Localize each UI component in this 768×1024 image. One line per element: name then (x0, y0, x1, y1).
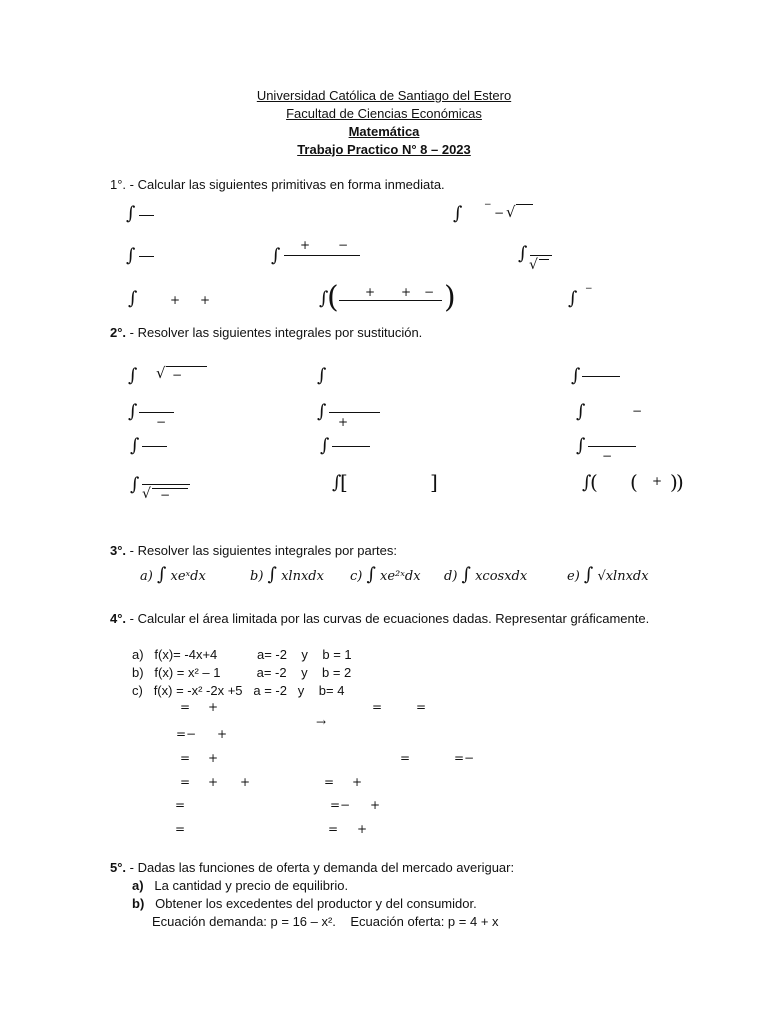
parts-item-b: b) ∫ xlnxdx (250, 564, 324, 585)
plus-sign: + (300, 238, 311, 252)
integral-sign: ∫ (571, 365, 581, 386)
integral-sign: ∫ (582, 472, 592, 493)
plus-sign: + (170, 293, 181, 307)
exercise-4-text: - Calcular el área limitada por las curvas de ecuaciones dadas. Representar gráficamente. (126, 611, 650, 626)
exercise-5-number: 5°. (110, 860, 127, 875)
plus-sign: + (208, 775, 219, 789)
integral-sign: ∫ (130, 474, 140, 495)
fraction-bar (284, 255, 360, 256)
integral-sign: ∫ (267, 564, 277, 585)
equals-minus-sign: =− (330, 798, 351, 812)
exercise-2-heading (110, 325, 422, 340)
exercise-1-number: 1°. (110, 177, 127, 192)
minus-sign: − (585, 284, 593, 294)
exercise-1-heading (110, 177, 445, 192)
right-paren: ) (670, 470, 678, 494)
fraction-bar (142, 484, 190, 485)
integral-sign: ∫ (126, 203, 136, 224)
right-paren: ) (676, 470, 684, 494)
plus-sign: + (652, 474, 663, 488)
university-name: Universidad Católica de Santiago del Estero (256, 88, 512, 103)
arrow-icon: → (316, 715, 327, 729)
sqrt-sign: √ (506, 203, 516, 221)
integral-sign: ∫ (128, 288, 138, 309)
minus-sign: − (338, 238, 349, 252)
left-bracket: [ (340, 470, 348, 494)
integral-sign: ∫ (366, 564, 376, 585)
faculty-name: Facultad de Ciencias Económicas (286, 106, 482, 121)
supply-demand-equations: Ecuación demanda: p = 16 – x². Ecuación oferta: p = 4 + x (152, 914, 499, 929)
exercise-2-text: - Resolver las siguientes integrales por sustitución. (126, 325, 423, 340)
plus-sign: + (401, 285, 412, 299)
fraction-bar (530, 255, 552, 256)
parts-item-e: e) ∫ √xlnxdx (567, 564, 649, 585)
assignment-title: Trabajo Practico N° 8 – 2023 (297, 142, 471, 157)
minus-sign: − (160, 488, 171, 502)
plus-sign: + (217, 727, 228, 741)
equals-sign: = (175, 798, 186, 812)
minus-sign: − (602, 449, 613, 463)
left-paren: ( (590, 470, 598, 494)
fraction-bar (588, 446, 636, 447)
minus-sign: − (172, 368, 183, 382)
integral-sign: ∫ (156, 564, 167, 585)
equals-sign: = (180, 700, 191, 714)
exercise-3-number: 3°. (110, 543, 127, 558)
fraction-bar (139, 256, 154, 257)
area-item-c: c) f(x) = -x² -2x +5 a = -2 y b= 4 (132, 683, 345, 698)
integral-sign: ∫ (518, 243, 528, 264)
parts-item-a: a) ∫ xeˣdx (140, 564, 206, 585)
area-item-b: b) f(x) = x² – 1 a= -2 y b = 2 (132, 665, 352, 680)
fraction-bar (139, 215, 154, 216)
plus-sign: + (208, 700, 219, 714)
right-bracket: ] (430, 470, 438, 494)
integral-sign: ∫ (126, 245, 136, 266)
integral-sign: ∫ (271, 245, 281, 266)
equals-sign: = (400, 751, 411, 765)
integral-sign: ∫ (128, 401, 138, 422)
minus-sign: − (424, 285, 435, 299)
minus-sign: − (494, 206, 505, 220)
integral-sign: ∫ (568, 288, 578, 309)
subject-title: Matemática (348, 124, 420, 139)
exercise-1-text: - Calcular las siguientes primitivas en forma inmediata. (126, 177, 445, 192)
plus-sign: + (365, 285, 376, 299)
fraction-bar (329, 412, 380, 413)
plus-sign: + (357, 822, 368, 836)
exercise-4-heading (110, 611, 649, 626)
plus-sign: + (338, 415, 349, 429)
exercise-3-text: - Resolver las siguientes integrales por partes: (126, 543, 398, 558)
sqrt-sign: √ (156, 364, 166, 382)
integral-sign: ∫ (319, 288, 329, 309)
equals-sign: = (372, 700, 383, 714)
sqrt-bar (516, 204, 533, 205)
minus-sign: − (156, 415, 167, 429)
market-item-a: a) La cantidad y precio de equilibrio. (132, 878, 349, 893)
sqrt-sign: √ (142, 486, 151, 502)
integral-sign: ∫ (130, 435, 140, 456)
equals-sign: = (175, 822, 186, 836)
exercise-4-number: 4°. (110, 611, 127, 626)
integral-sign: ∫ (317, 401, 327, 422)
market-item-b: b) Obtener los excedentes del productor y del consumidor. (132, 896, 477, 911)
integral-sign: ∫ (317, 365, 327, 386)
minus-sign: − (484, 200, 492, 210)
right-paren: ) (444, 280, 456, 315)
integral-sign: ∫ (332, 472, 342, 493)
equals-minus-sign: =− (176, 727, 197, 741)
integral-sign: ∫ (576, 435, 586, 456)
equals-minus-sign: =− (454, 751, 475, 765)
exercise-5-heading (110, 860, 514, 875)
parts-item-c: c) ∫ xe²ˣdx (350, 564, 421, 585)
plus-sign: + (352, 775, 363, 789)
left-paren: ( (630, 470, 638, 494)
integral-sign: ∫ (128, 365, 138, 386)
plus-sign: + (240, 775, 251, 789)
plus-sign: + (370, 798, 381, 812)
equals-sign: = (180, 775, 191, 789)
exercise-3-heading (110, 543, 397, 558)
integral-sign: ∫ (583, 564, 594, 585)
integral-sign: ∫ (461, 564, 471, 585)
fraction-bar (582, 376, 620, 377)
parts-item-d: d) ∫ xcosxdx (444, 564, 528, 585)
fraction-bar (139, 412, 174, 413)
sqrt-bar (166, 366, 207, 367)
integral-sign: ∫ (576, 401, 586, 422)
minus-sign: − (632, 404, 643, 418)
exercise-5-text: - Dadas las funciones de oferta y demanda del mercado averiguar: (126, 860, 515, 875)
equals-sign: = (324, 775, 335, 789)
fraction-bar (142, 446, 167, 447)
plus-sign: + (208, 751, 219, 765)
integral-sign: ∫ (453, 203, 463, 224)
equals-sign: = (180, 751, 191, 765)
equals-sign: = (328, 822, 339, 836)
fraction-bar (332, 446, 370, 447)
exercise-2-number: 2°. (110, 325, 127, 340)
left-paren: ( (327, 280, 339, 315)
fraction-bar (339, 300, 442, 301)
area-item-a: a) f(x)= -4x+4 a= -2 y b = 1 (132, 647, 352, 662)
equals-sign: = (416, 700, 427, 714)
sqrt-bar (539, 259, 549, 260)
sqrt-sign: √ (529, 257, 538, 273)
integral-sign: ∫ (320, 435, 330, 456)
plus-sign: + (200, 293, 211, 307)
